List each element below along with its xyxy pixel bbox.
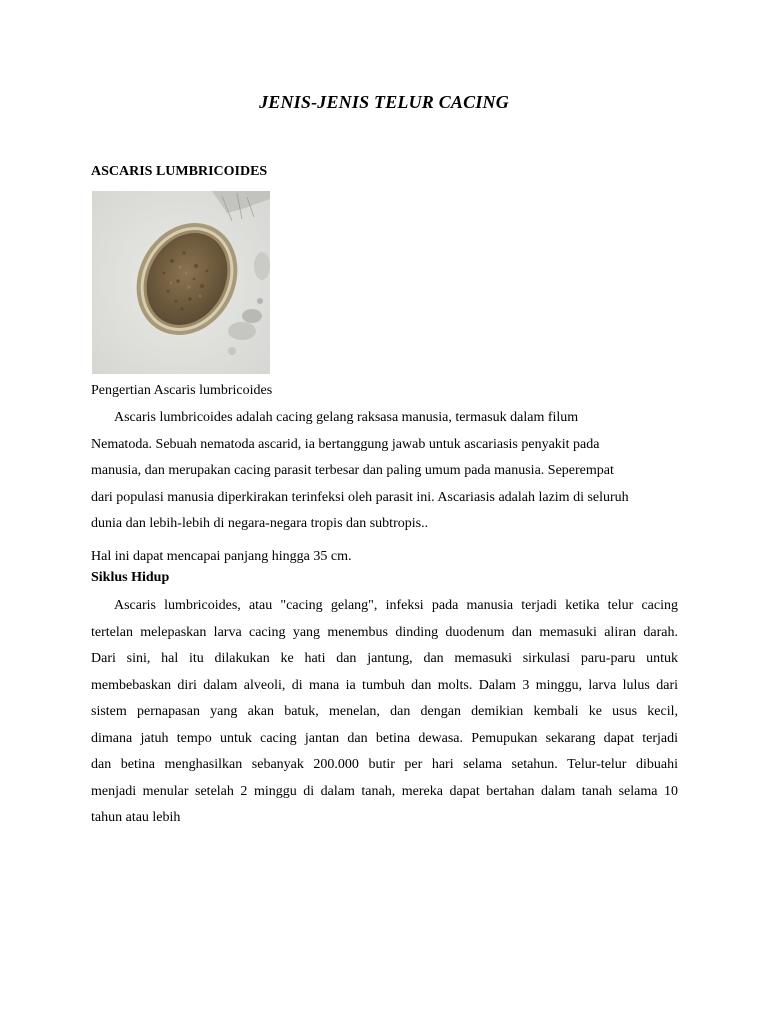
paragraph-line: dunia dan lebih-lebih di negara-negara tropis dan subtropis..: [91, 516, 429, 531]
paragraph-line: dimana jatuh tempo untuk cacing jantan dan betina dewasa. Pemupukan sekarang dapat terjadi: [91, 730, 678, 746]
paragraph-life-cycle: [91, 593, 678, 832]
paragraph-line: tertelan melepaskan larva cacing yang menembus dinding duodenum dan memasuki aliran darah.: [91, 624, 678, 640]
ascaris-egg-micrograph: [92, 191, 270, 374]
paragraph-line: dari populasi manusia diperkirakan terinfeksi oleh parasit ini. Ascariasis adalah lazim di seluruh: [91, 489, 629, 505]
paragraph-definition: [91, 405, 678, 538]
paragraph-line: manusia, dan merupakan cacing parasit terbesar dan paling umum pada manusia. Seperempat: [91, 463, 614, 478]
paragraph-line: Hal ini dapat mencapai panjang hingga 35 cm.: [91, 549, 352, 564]
paragraph-line: menjadi menular setelah 2 minggu di dalam tanah, mereka dapat bertahan dalam tanah selama 10: [91, 783, 678, 799]
section-heading: ASCARIS LUMBRICOIDES: [91, 164, 268, 179]
paragraph-line: sistem pernapasan yang akan batuk, menelan, dan dengan demikian kembali ke usus kecil,: [91, 704, 678, 719]
paragraph-line: dan betina menghasilkan sebanyak 200.000 butir per hari selama setahun. Telur-telur dibuahi: [91, 757, 678, 772]
paragraph-length: [91, 544, 678, 571]
paragraph-line: Ascaris lumbricoides, atau "cacing gelang", infeksi pada manusia terjadi ketika telur cacing: [114, 598, 678, 613]
paragraph-line: Dari sini, hal itu dilakukan ke hati dan jantung, dan memasuki sirkulasi paru-paru untuk: [91, 651, 678, 666]
micrograph-image: [92, 191, 270, 374]
paragraph-line: Ascaris lumbricoides adalah cacing gelang raksasa manusia, termasuk dalam filum: [114, 410, 579, 425]
paragraph-line: tahun atau lebih: [91, 810, 181, 825]
subheading-life-cycle: Siklus Hidup: [91, 570, 170, 585]
figure-caption: Pengertian Ascaris lumbricoides: [91, 383, 273, 398]
paragraph-line: Nematoda. Sebuah nematoda ascarid, ia bertanggung jawab untuk ascariasis penyakit pada: [91, 436, 600, 452]
page-title: JENIS-JENIS TELUR CACING: [259, 92, 509, 112]
paragraph-line: membebaskan diri dalam alveoli, di mana ia tumbuh dan molts. Dalam 3 minggu, larva lulus dari: [91, 677, 678, 693]
